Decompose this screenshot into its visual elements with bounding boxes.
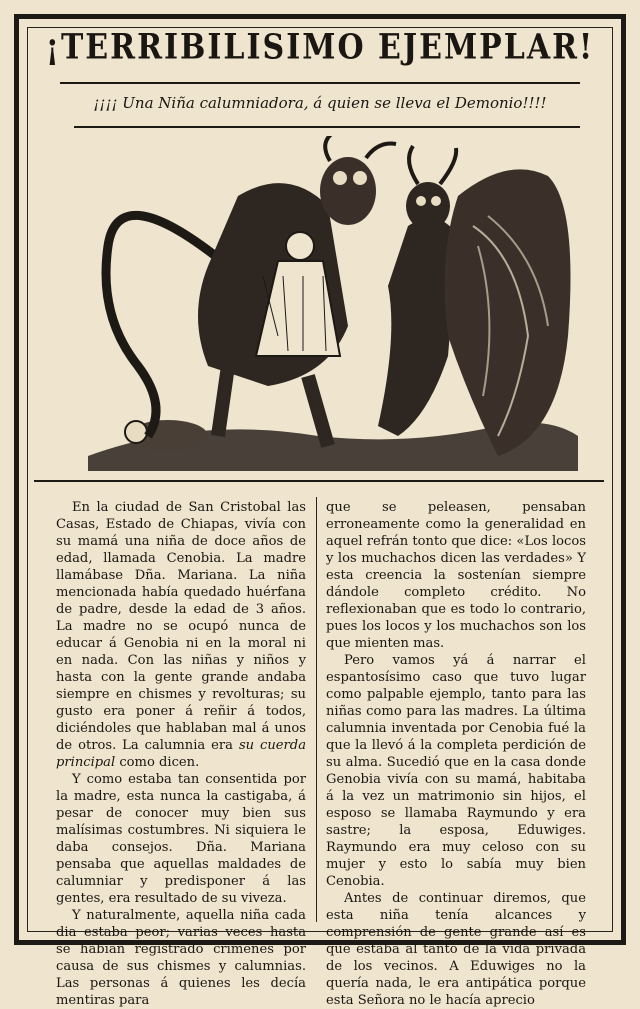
right-paragraph-3: Antes de continuar diremos, que esta niña tenía alcances y comprensión de gente grande así es que estaba al tanto de la vida privada de los vecinos. A Eduwiges no la quería nada, le era antipática porque esta Señora no le hacía aprecio	[326, 891, 586, 1008]
subheadline: ¡¡¡¡ Una Niña calumniadora, á quien se lleva el Demonio!!!!	[93, 94, 547, 112]
column-divider	[316, 497, 317, 922]
left-paragraph-1	[56, 499, 306, 771]
woodcut-illustration	[78, 136, 580, 471]
left-column	[56, 499, 306, 1009]
left-paragraph-3: Y naturalmente, aquella niña cada dia estaba peor; varias veces hasta se habían registrado crímenes por causa de sus chismes y calumnias. Las personas á quienes les decía mentiras para	[56, 908, 306, 1008]
headline: ¡TERRIBILISIMO EJEMPLAR!	[45, 27, 595, 68]
left-paragraph-2: Y como estaba tan consentida por la madre, esta nunca la castigaba, á pesar de conocer muy bien sus malísimas costumbres. Ni siquiera le daba consejos. Dña. Mariana pensaba que aquellas maldades de calumniar y predisponer á las gentes, era resultado de su viveza.	[56, 772, 306, 906]
left-paragraph-1-italic: su cuerda principal	[56, 738, 306, 770]
right-column	[326, 499, 586, 1009]
right-paragraph-2: Pero vamos yá á narrar el espantosísimo caso que tuvo lugar como palpable ejemplo, tanto para las niñas como para las madres. La última calumnia inventada por Cenobia fué la que la llevó á la completa perdición de su alma. Sucedió que en la casa donde Genobia vivía con su mamá, habitaba á la vez un matrimonio sin hijos, el esposo se llamaba Raymundo y era sastre; la esposa, Eduwiges. Raymundo era muy celoso con su mujer y esto lo sabía muy bien Cenobia.	[326, 653, 586, 889]
left-paragraph-1-text-a: En la ciudad de San Cristobal las Casas, Estado de Chiapas, vivía con su mamá una niña de doce años de edad, llamada Cenobia. La madre llamábase Dña. Mariana. La niña mencionada había quedado huérfana de padre, desde la edad de 3 años. La madre no se ocupó nunca de educar á Genobia ni en la moral ni en nada. Con las niñas y niños y hasta con la gente grande andaba siempre en chismes y revolturas; su gusto era poner á reñir á todos, diciéndoles que hablaban mal á unos de otros. La calumnia era	[56, 500, 306, 753]
headline-rule	[60, 82, 580, 84]
right-paragraph-1: que se peleasen, pensaban erroneamente como la generalidad en aquel refrán tonto que dice: «Los locos y los muchachos dicen las verdades» Y esta creencia la sostenían siempre dándole completo crédito. No reflexionaban que es todo lo contrario, pues los locos y los muchachos son los que mienten mas.	[326, 500, 586, 651]
illustration-top-rule	[74, 126, 580, 128]
illustration-bottom-rule	[34, 480, 604, 482]
woodcut-devils-carrying-girl-icon	[78, 136, 580, 471]
left-paragraph-1-text-b: como dicen.	[115, 755, 200, 770]
